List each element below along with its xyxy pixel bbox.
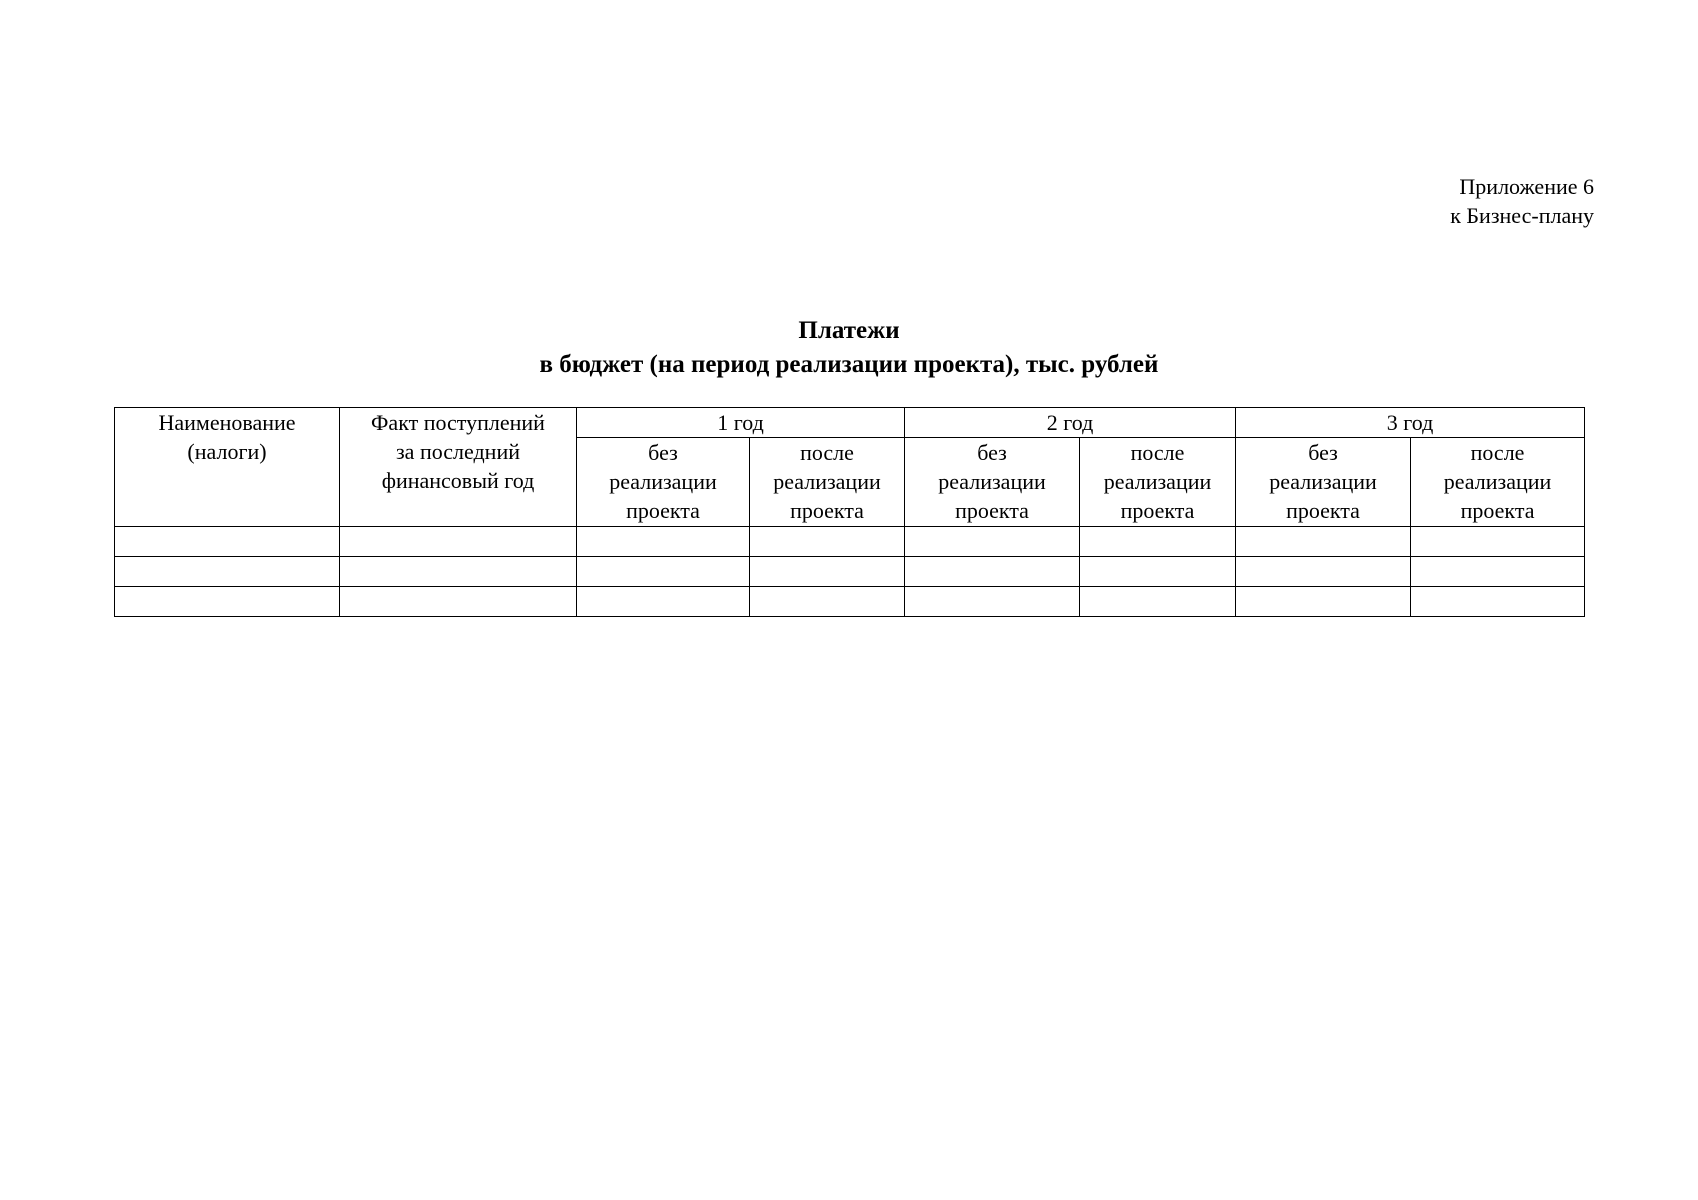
table-row: [115, 587, 1585, 617]
table-cell: [340, 557, 577, 587]
column-header-name-line-1: Наименование: [158, 410, 296, 435]
subheader-line: после: [800, 440, 854, 465]
subheader-line: проекта: [790, 498, 864, 523]
table-cell: [1411, 587, 1585, 617]
subheader-line: без: [648, 440, 678, 465]
table-row: [115, 557, 1585, 587]
subheader-line: проекта: [1286, 498, 1360, 523]
table-cell: [1080, 557, 1236, 587]
subheader-line: реализации: [609, 469, 717, 494]
subheader-line: без: [1308, 440, 1338, 465]
column-header-fact: [340, 408, 577, 527]
column-header-name-line-2: (налоги): [187, 439, 267, 464]
column-header-year-2: 2 год: [905, 408, 1236, 438]
table-cell: [905, 587, 1080, 617]
table-cell: [1080, 587, 1236, 617]
column-header-year-3: 3 год: [1236, 408, 1585, 438]
table-cell: [1080, 527, 1236, 557]
subheader-year3-with: [1411, 438, 1585, 527]
table-cell: [750, 557, 905, 587]
budget-payments-table: [114, 407, 1585, 617]
table-cell: [340, 527, 577, 557]
appendix-line-1: Приложение 6: [1459, 174, 1594, 199]
table-cell: [115, 527, 340, 557]
table-row: [115, 527, 1585, 557]
table-cell: [577, 587, 750, 617]
subheader-line: без: [977, 440, 1007, 465]
subheader-line: проекта: [1460, 498, 1535, 523]
column-header-name: [115, 408, 340, 527]
table-cell: [1236, 587, 1411, 617]
subheader-year2-without: [905, 438, 1080, 527]
table-cell: [1411, 527, 1585, 557]
table-cell: [115, 587, 340, 617]
subheader-year1-without: [577, 438, 750, 527]
table-cell: [577, 557, 750, 587]
table-cell: [1236, 557, 1411, 587]
table-cell: [1411, 557, 1585, 587]
appendix-note: [1450, 172, 1594, 230]
table-cell: [115, 557, 340, 587]
subheader-line: реализации: [938, 469, 1046, 494]
subheader-line: реализации: [773, 469, 881, 494]
subheader-line: после: [1470, 440, 1525, 465]
table-cell: [750, 587, 905, 617]
subheader-line: проекта: [955, 498, 1029, 523]
subheader-line: проекта: [626, 498, 700, 523]
column-header-fact-line-3: финансовый год: [381, 468, 535, 493]
header-row-years: [115, 408, 1585, 438]
table-cell: [750, 527, 905, 557]
subheader-year1-with: [750, 438, 905, 527]
table-cell: [1236, 527, 1411, 557]
table-cell: [577, 527, 750, 557]
table-cell: [340, 587, 577, 617]
title-line-2: в бюджет (на период реализации проекта), тыс. рублей: [539, 351, 1159, 378]
appendix-line-2: к Бизнес-плану: [1450, 203, 1594, 228]
document-title: [0, 314, 1698, 382]
subheader-line: реализации: [1443, 469, 1552, 494]
column-header-fact-line-1: Факт поступлений: [371, 410, 545, 435]
column-header-year-1: 1 год: [577, 408, 905, 438]
title-line-1: Платежи: [798, 317, 900, 344]
subheader-line: после: [1130, 440, 1185, 465]
subheader-year2-with: [1080, 438, 1236, 527]
column-header-fact-line-2: за последний: [395, 439, 520, 464]
subheader-line: реализации: [1269, 469, 1377, 494]
subheader-year3-without: [1236, 438, 1411, 527]
subheader-line: реализации: [1103, 469, 1212, 494]
table-cell: [905, 527, 1080, 557]
table-cell: [905, 557, 1080, 587]
subheader-line: проекта: [1120, 498, 1195, 523]
